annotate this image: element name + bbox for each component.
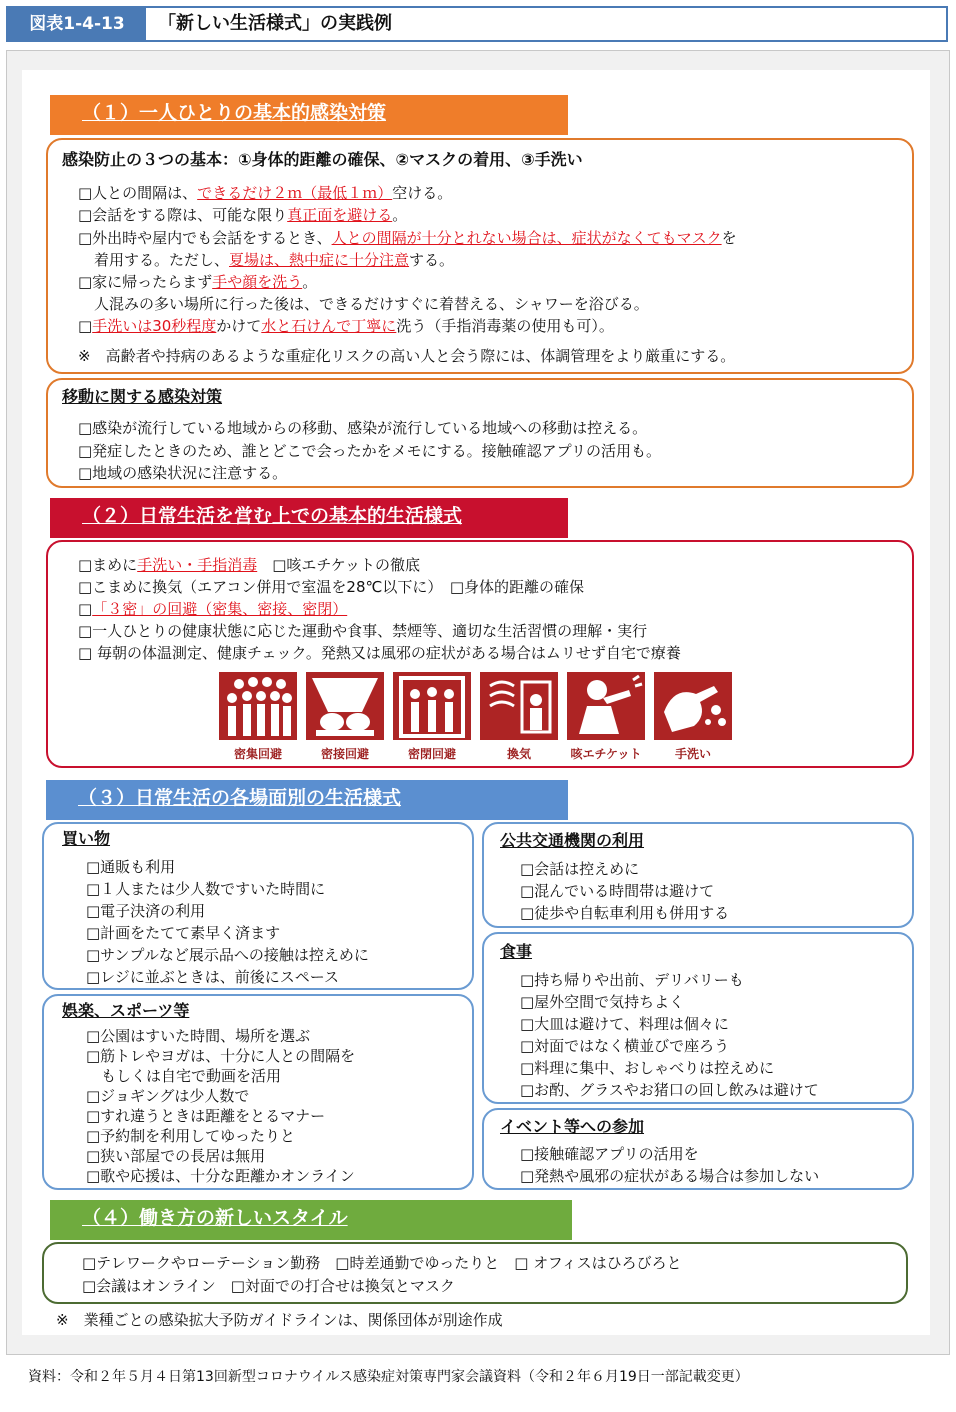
transit-item: □混んでいる時間帯は避けて [520, 882, 715, 900]
section3-title: （３）日常生活の各場面別の生活様式 [78, 787, 402, 809]
section1-title: （１）一人ひとりの基本的感染対策 [82, 102, 387, 124]
basic-line-3: □外出時や屋内でも会話をするとき、人との間隔が十分とれない場合は、症状がなくてもマスクを [78, 229, 737, 247]
pictogram-label: 換気 [506, 747, 531, 761]
basic-note: ※ 高齢者や持病のあるような重症化リスクの高い人と会う際には、体調管理をより厳重にする。 [78, 347, 736, 365]
shopping-item: □サンプルなど展示品への接触は控えめに [86, 946, 369, 964]
events-heading: イベント等への参加 [500, 1117, 645, 1136]
meals-item: □お酌、グラスやお猪口の回し飲みは避けて [520, 1081, 819, 1099]
shopping-item: □レジに並ぶときは、前後にスペース [86, 968, 340, 986]
pictogram-label: 密接回避 [320, 747, 369, 761]
shopping-heading: 買い物 [62, 829, 111, 848]
events-item: □発熱や風邪の症状がある場合は参加しない [520, 1167, 820, 1185]
meals-heading: 食事 [500, 942, 533, 961]
transit-item: □会話は控えめに [520, 860, 640, 878]
section4-title: （４）働き方の新しいスタイル [82, 1207, 348, 1229]
handwashing-icon [654, 672, 732, 740]
close-contact-avoidance-icon [306, 672, 384, 740]
ventilation-icon [480, 672, 558, 740]
figure-header [6, 6, 948, 42]
basic-line-4: 着用する。ただし、夏場は、熱中症に十分注意する。 [94, 251, 455, 269]
leisure-item: □筋トレやヨガは、十分に人との間隔を [86, 1047, 356, 1065]
daily-line-2: □こまめに換気（エアコン併用で室温を28℃以下に） □身体的距離の確保 [78, 578, 585, 596]
source-note: 資料：令和２年５月４日第13回新型コロナウイルス感染症対策専門家会議資料（令和２年６月19日一部記載変更） [28, 1369, 749, 1385]
closed-space-avoidance-icon [393, 672, 471, 740]
travel-item: □感染が流行している地域からの移動、感染が流行している地域への移動は控える。 [78, 419, 648, 437]
daily-line-3: □「３密」の回避（密集、密接、密閉） [78, 600, 348, 618]
transit-item: □徒歩や自転車利用も併用する [520, 904, 730, 922]
meals-item: □料理に集中、おしゃべりは控えめに [520, 1059, 775, 1077]
travel-item: □発症したときのため、誰とどこで会ったかをメモにする。接触確認アプリの活用も。 [78, 442, 661, 460]
leisure-item: □ジョギングは少人数で [86, 1087, 250, 1105]
leisure-item: □予約制を利用してゆったりと [86, 1127, 296, 1145]
section1-title-bar [50, 95, 568, 135]
basic-measures-heading: 感染防止の３つの基本：①身体的距離の確保、②マスクの着用、③手洗い [62, 150, 583, 169]
section2-title-bar [50, 498, 568, 538]
crowd-avoidance-icon [219, 672, 297, 740]
section4-title-bar [50, 1200, 572, 1240]
work-line-1: □テレワークやローテーション勤務 □時差通勤でゆったりと □ オフィスはひろびろと [82, 1254, 682, 1272]
daily-line-4: □一人ひとりの健康状態に応じた運動や食事、禁煙等、適切な生活習慣の理解・実行 [78, 622, 648, 640]
pictogram-label: 咳エチケット [570, 747, 642, 761]
shopping-item: □１人または少人数ですいた時間に [86, 880, 326, 898]
work-line-2: □会議はオンライン □対面での打合せは換気とマスク [82, 1277, 455, 1295]
travel-heading: 移動に関する感染対策 [62, 387, 223, 406]
section2-title: （２）日常生活を営む上での基本的生活様式 [82, 505, 463, 527]
events-item: □接触確認アプリの活用を [520, 1145, 699, 1163]
leisure-item: もしくは自宅で動画を活用 [86, 1067, 282, 1085]
shopping-item: □計画をたてて素早く済ます [86, 924, 281, 942]
shopping-item: □通販も利用 [86, 858, 176, 876]
work-note: ※ 業種ごとの感染拡大予防ガイドラインは、関係団体が別途作成 [56, 1311, 503, 1329]
basic-line-7: □手洗いは30秒程度かけて水と石けんで丁寧に洗う（手指消毒薬の使用も可）。 [78, 317, 614, 335]
transit-heading: 公共交通機関の利用 [500, 831, 645, 850]
figure-label: 図表1-4-13 [8, 8, 146, 40]
pictogram-label: 密集回避 [233, 747, 282, 761]
daily-line-5: □ 毎朝の体温測定、健康チェック。発熱又は風邪の症状がある場合はムリせず自宅で療養 [78, 644, 681, 662]
meals-item: □大皿は避けて、料理は個々に [520, 1015, 729, 1033]
basic-line-1: □人との間隔は、できるだけ２ｍ（最低１ｍ）空ける。 [78, 184, 453, 202]
travel-item: □地域の感染状況に注意する。 [78, 464, 288, 482]
daily-line-1: □まめに手洗い・手指消毒 □咳エチケットの徹底 [78, 556, 421, 574]
pictogram-label: 密閉回避 [407, 747, 456, 761]
cough-etiquette-icon [567, 672, 645, 740]
leisure-item: □歌や応援は、十分な距離かオンライン [86, 1167, 355, 1185]
leisure-item: □狭い部屋での長居は無用 [86, 1147, 266, 1165]
leisure-item: □公園はすいた時間、場所を選ぶ [86, 1027, 311, 1045]
basic-line-5: □家に帰ったらまず手や顔を洗う。 [78, 273, 318, 291]
figure-title: 「新しい生活様式」の実践例 [158, 13, 392, 34]
leisure-item: □すれ違うときは距離をとるマナー [86, 1107, 326, 1125]
meals-item: □対面ではなく横並びで座ろう [520, 1037, 730, 1055]
leisure-heading: 娯楽、スポーツ等 [62, 1001, 190, 1020]
pictogram-label: 手洗い [674, 747, 711, 761]
section3-title-bar [46, 780, 568, 820]
shopping-item: □電子決済の利用 [86, 902, 206, 920]
basic-line-6: 人混みの多い場所に行った後は、できるだけすぐに着替える、シャワーを浴びる。 [94, 295, 649, 313]
basic-line-2: □会話をする際は、可能な限り真正面を避ける。 [78, 206, 408, 224]
meals-item: □持ち帰りや出前、デリバリーも [520, 971, 744, 989]
meals-item: □屋外空間で気持ちよく [520, 993, 685, 1011]
